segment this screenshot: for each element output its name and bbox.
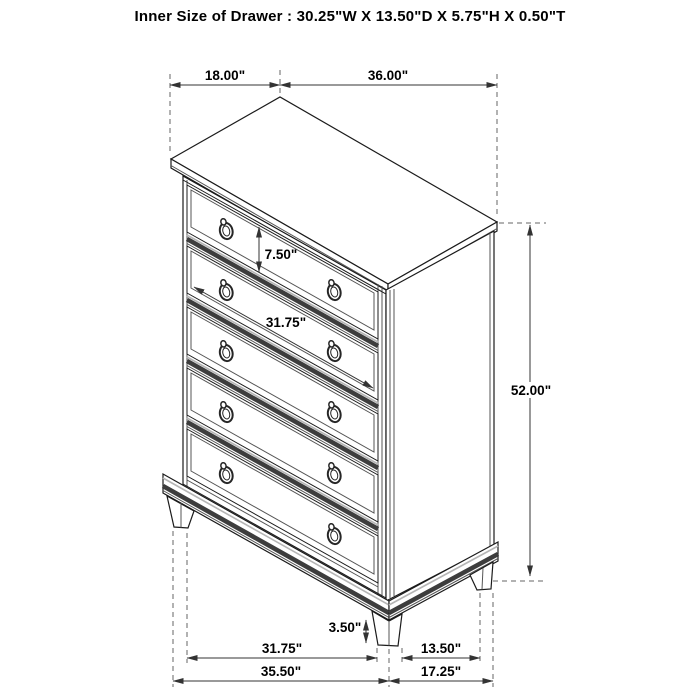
dimension-base-overall-width (173, 664, 389, 681)
dim-label-base-overall-width: 35.50" (260, 664, 302, 679)
dimension-base-inner-depth (402, 641, 480, 658)
page-title: Inner Size of Drawer : 30.25"W X 13.50"D X 5.75"H X 0.50"T (134, 8, 566, 25)
dim-label-base-inner-depth: 13.50" (420, 641, 462, 656)
dim-label-base-overall-depth: 17.25" (420, 664, 462, 679)
dim-label-top-width: 36.00" (367, 68, 409, 83)
dim-label-overall-height: 52.00" (510, 383, 552, 398)
dim-label-foot-height: 3.50" (328, 620, 362, 635)
dimension-foot-height (329, 620, 366, 643)
dim-label-base-inner-width: 31.75" (261, 641, 303, 656)
dimension-overall-height (493, 223, 551, 581)
dim-label-top-depth: 18.00" (204, 68, 246, 83)
dim-label-drawer-width: 31.75" (265, 315, 307, 330)
dim-label-drawer-height: 7.50" (264, 247, 298, 262)
dimension-base-overall-depth (389, 664, 493, 681)
dimension-base-inner-width (187, 641, 377, 658)
